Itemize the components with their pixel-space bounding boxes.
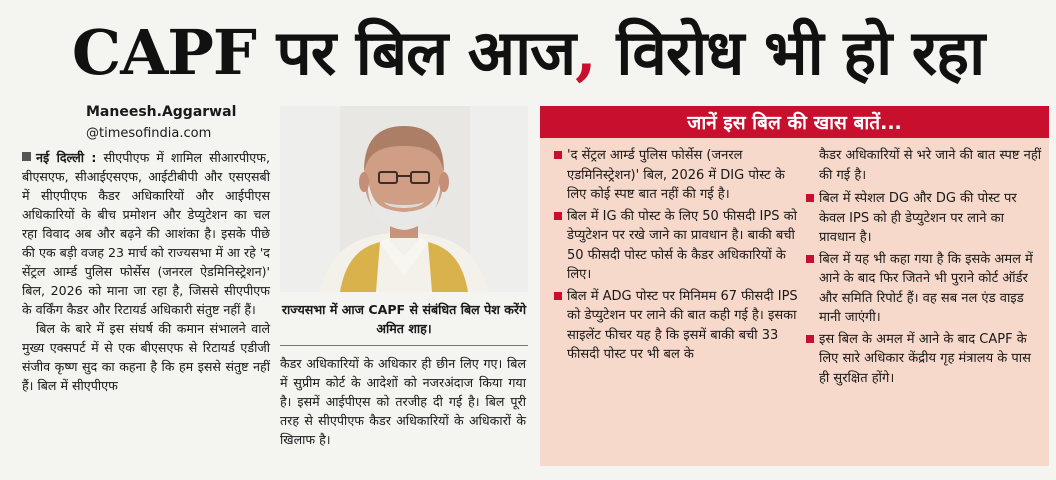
key-point-6 (806, 330, 1042, 389)
dateline: नई दिल्ली : (36, 150, 97, 165)
key-point-2-text: बिल में IG की पोस्ट के लिए 50 फीसदी IPS को डेप्युटेशन पर रखे जाने का प्रावधान है। बाकी बची 50 फीसदी पोस्ट फोर्स के कैडर अधिकारियों के लिए। (567, 208, 797, 282)
byline-handle: @timesofindia.com (86, 126, 212, 141)
photo-amit-shah (280, 106, 528, 292)
key-point-3-text: बिल में ADG पोस्ट पर मिनिमम 67 फीसदी IPS को डेप्युटेशन पर लाने की बात कही गई है। इसका साइलेंट फीचर यह है कि इसमें बाकी बची 33 फीसदी पोस्ट पर भी बल के (567, 288, 798, 362)
byline-name: Maneesh.Aggarwal (86, 104, 237, 120)
portrait-image (280, 106, 528, 292)
article-paragraph-1 (22, 148, 270, 319)
red-square-bullet-icon (554, 212, 562, 220)
red-square-bullet-icon (554, 151, 562, 159)
red-square-bullet-icon (554, 292, 562, 300)
key-point-4-text: बिल में स्पेशल DG और DG की पोस्ट पर केवल IPS को ही डेप्युटेशन पर लाने का प्रावधान है। (819, 191, 1017, 245)
key-point-2 (554, 207, 798, 285)
key-points-left-column (554, 146, 798, 367)
key-point-5 (806, 250, 1042, 328)
article-column-2 (280, 354, 526, 449)
red-square-bullet-icon (806, 255, 814, 263)
red-square-bullet-icon (806, 194, 814, 202)
headline-rest: विरोध भी हो रहा (595, 16, 985, 89)
headline (0, 6, 1056, 96)
article-para1-text: सीएपीएफ में शामिल सीआरपीएफ, बीएसएफ, सीआईएसएफ, आईटीबीपी और एसएसबी में सीएपीएफ कैडर अधिकारियों और आईपीएस अधिकारियों के बीच प्रमोशन और डेप्युटेशन का चल रहा विवाद अब और बढ़ने की आशंका है। इसके पीछे की एक बड़ी वजह 23 मार्च को राज्यसभा में आ रहे 'द सेंट्रल आर्म्ड पुलिस फोर्सेस (जनरल ऐडमिनिस्ट्रेशन)' बिल, 2026 को माना जा रहा है, जिससे सीएपीएफ के वर्किंग कैडर और रिटायर्ड अधिकारी संतुष्ट नहीं हैं। (22, 150, 270, 317)
key-point-1 (554, 146, 798, 205)
headline-comma: , (575, 14, 596, 88)
key-points-right-column (806, 146, 1042, 390)
key-point-6-text: इस बिल के अमल में आने के बाद CAPF के लिए सारे अधिकार केंद्रीय गृह मंत्रालय के पास ही सुरक्षित होंगे। (819, 331, 1031, 386)
key-points-panel (540, 106, 1049, 466)
headline-main: CAPF पर बिल आज (71, 16, 576, 89)
key-point-5-text: बिल में यह भी कहा गया है कि इसके अमल में आने के बाद फिर जितने भी पुराने कोर्ट ऑर्डर और समिति रिपोर्ट हैं। वह सब नल एंड वाइड मानी जाएंगी। (819, 251, 1033, 325)
key-point-3-continued: कैडर अधिकारियों से भरे जाने की बात स्पष्ट नहीं की गई है। (819, 148, 1042, 183)
key-point-4 (806, 189, 1042, 248)
photo-caption: राज्यसभा में आज CAPF से संबंधित बिल पेश करेंगे अमित शाह। (281, 302, 527, 336)
red-square-bullet-icon (806, 335, 814, 343)
article-paragraph-2: बिल के बारे में इस संघर्ष की कमान संभालने वाले मुख्य एक्सपर्ट में से एक बीएसएफ से रिटायर्ड एडीजी संजीव कृष्ण सुद का कहना है कि हम इससे संतुष्ट नहीं हैं। बिल में सीएपीएफ (22, 321, 270, 393)
key-point-3 (554, 287, 798, 365)
caption-divider (280, 345, 528, 346)
square-bullet-icon (22, 152, 31, 161)
byline (28, 104, 268, 141)
key-point-1-text: 'द सेंट्रल आर्म्ड पुलिस फोर्सेस (जनरल एडमिनिस्ट्रेशन)' बिल, 2026 में DIG पोस्ट के लिए कोई स्पष्ट बात नहीं की गई है। (567, 148, 785, 202)
article-column-1 (22, 148, 270, 395)
article-paragraph-3: कैडर अधिकारियों के अधिकार ही छीन लिए गए। बिल में सुप्रीम कोर्ट के आदेशों को नजरअंदाज किया गया है। इसमें आईपीएस को तरजीह दी गई है। बिल पूरी तरह से सीएपीएफ कैडर अधिकारियों के अधिकारों के खिलाफ है। (280, 356, 526, 447)
key-points-title: जानें इस बिल की खास बातें... (540, 106, 1049, 138)
